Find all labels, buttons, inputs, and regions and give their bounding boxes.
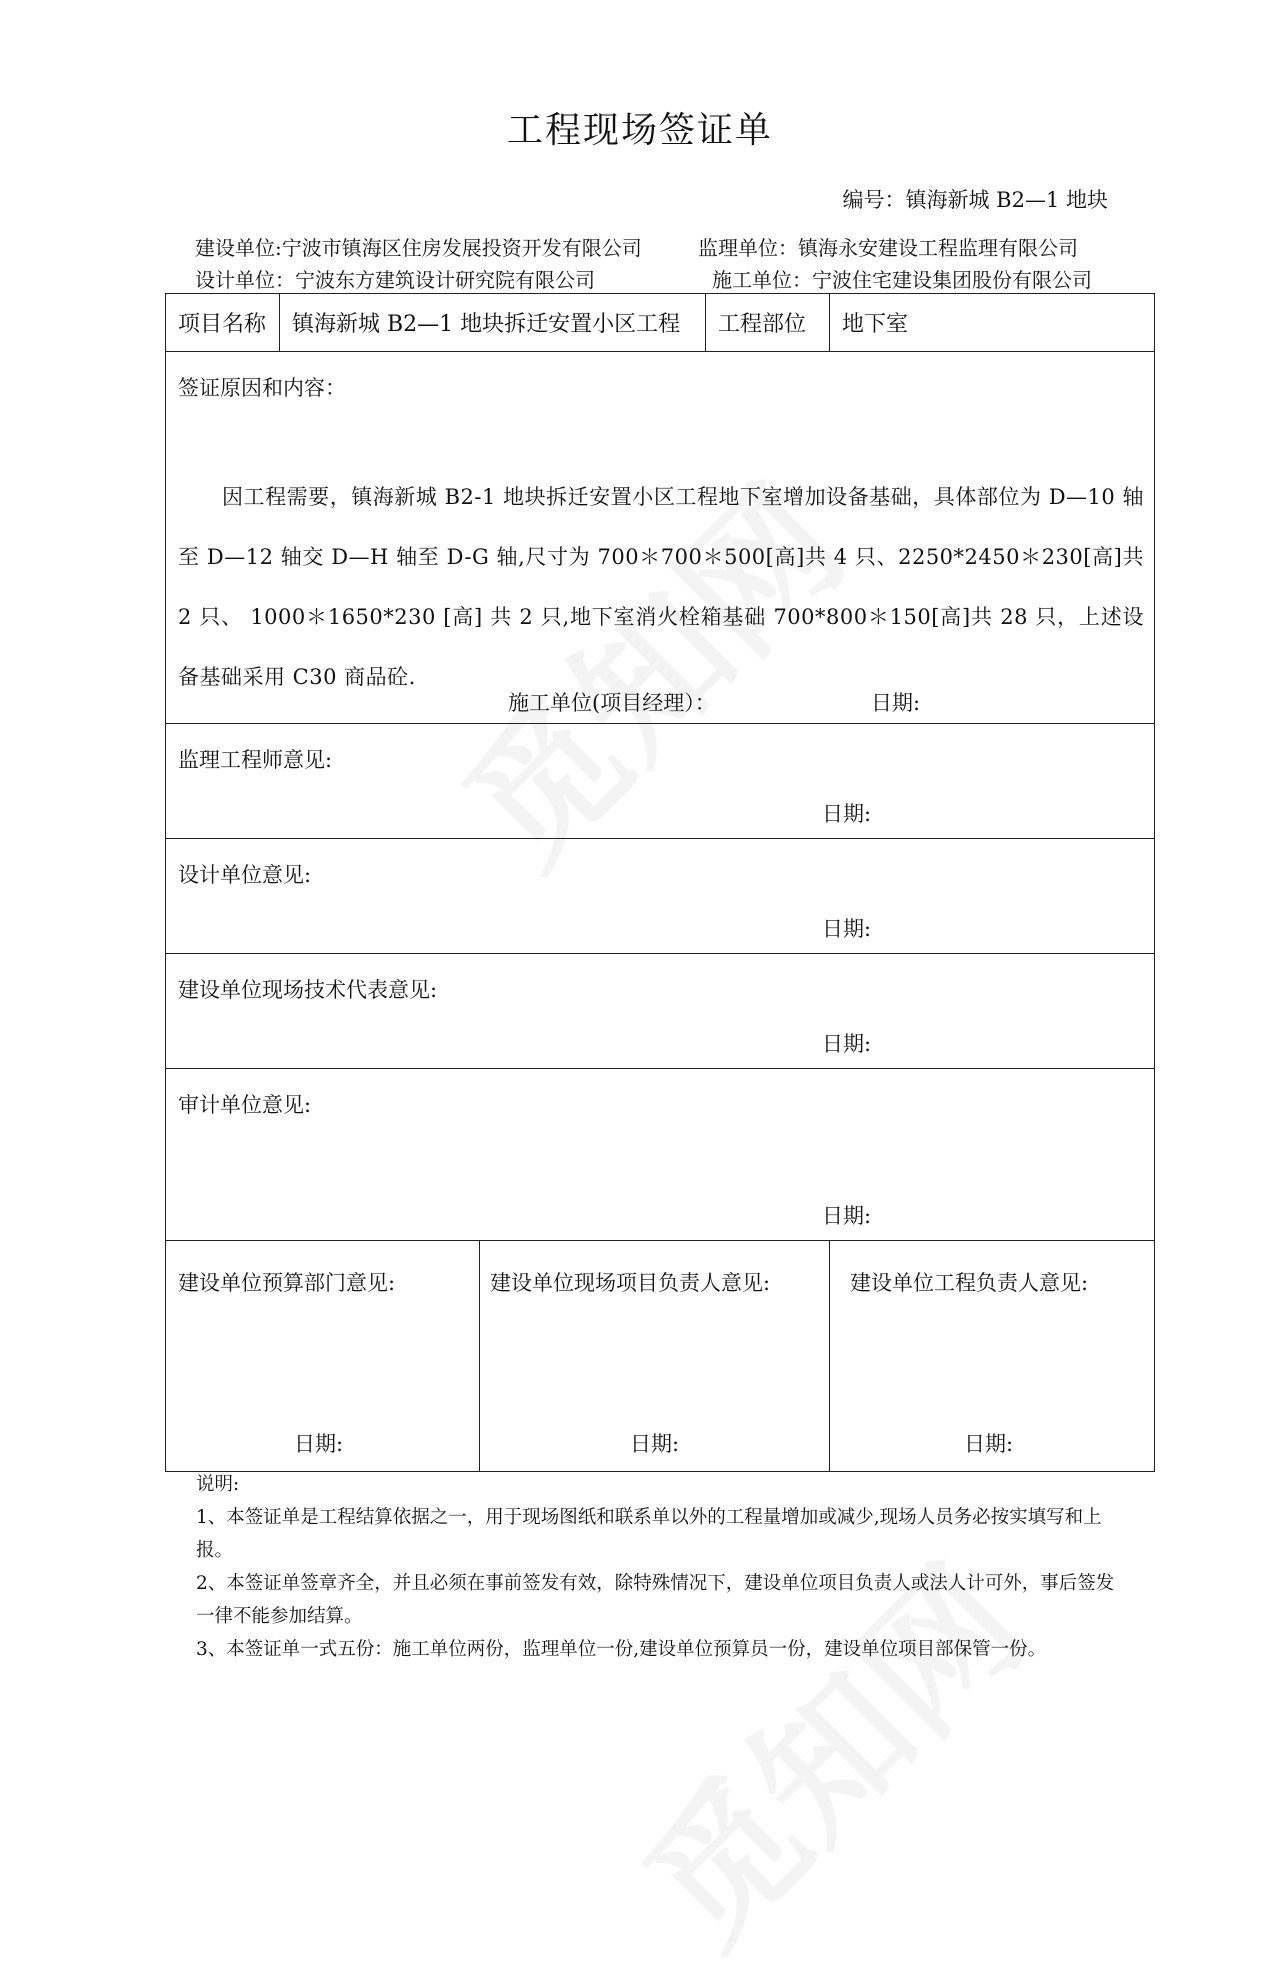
note-item: 2、本签证单签章齐全，并且必须在事前签发有效，除特殊情况下，建设单位项目负责人或法人计可外，事后签发一律不能参加结算。	[196, 1573, 1115, 1627]
contractor-unit: 施工单位：宁波住宅建设集团股份有限公司	[712, 268, 1092, 292]
project-part-label: 工程部位	[706, 294, 830, 351]
engineering-manager-date: 日期:	[964, 1432, 1014, 1456]
site-manager-cell	[480, 1241, 830, 1471]
supervisor-unit: 监理单位：镇海永安建设工程监理有限公司	[698, 236, 1078, 260]
reason-content: 因工程需要，镇海新城 B2-1 地块拆迁安置小区工程地下室增加设备基础，具体部位为 D—10 轴至 D—12 轴交 D—H 轴至 D-G 轴,尺寸为 700＊700＊500[高]共 4 只、2250*2450＊230[高]共 2 只、 1000＊1650*230 [高] 共 2 只,地下室消火栓箱基础 700*800＊150[高]共 28 只，上述设备基础采用 C30 商品砼.	[178, 485, 1144, 689]
supervisor-opinion-label: 监理工程师意见:	[178, 748, 333, 772]
page-title: 工程现场签证单	[506, 110, 773, 151]
project-row	[165, 293, 1155, 352]
contractor-signer-label: 施工单位(项目经理）：	[508, 691, 716, 715]
designer-opinion-label: 设计单位意见:	[178, 863, 312, 887]
owner-rep-opinion-label: 建设单位现场技术代表意见:	[178, 978, 438, 1002]
engineering-manager-label: 建设单位工程负责人意见:	[850, 1271, 1089, 1295]
budget-dept-cell	[166, 1241, 480, 1471]
reason-label: 签证原因和内容：	[178, 376, 346, 400]
bottom-opinions-row	[165, 1241, 1155, 1472]
notes-title: 说明:	[196, 1474, 240, 1495]
owner-rep-date: 日期:	[822, 1032, 872, 1056]
owner-unit: 建设单位:宁波市镇海区住房发展投资开发有限公司	[195, 236, 642, 260]
supervisor-date: 日期:	[822, 802, 872, 826]
visa-form	[165, 293, 1155, 1472]
reason-date: 日期:	[871, 691, 921, 715]
designer-opinion-section	[165, 839, 1155, 954]
reason-section	[165, 352, 1155, 724]
project-part-value: 地下室	[842, 312, 909, 337]
notes	[196, 1468, 1131, 1666]
owner-rep-opinion-section	[165, 954, 1155, 1069]
serial-number: 编号：镇海新城 B2—1 地块	[842, 188, 1108, 212]
budget-dept-label: 建设单位预算部门意见:	[178, 1271, 396, 1295]
note-item: 3、本签证单一式五份：施工单位两份，监理单位一份,建设单位预算员一份，建设单位项目部保管一份。	[196, 1639, 1047, 1660]
note-item: 1、本签证单是工程结算依据之一，用于现场图纸和联系单以外的工程量增加或减少,现场人员务必按实填写和上报。	[196, 1507, 1102, 1561]
budget-dept-date: 日期:	[294, 1432, 344, 1456]
designer-unit: 设计单位：宁波东方建筑设计研究院有限公司	[195, 268, 595, 292]
site-manager-date: 日期:	[630, 1432, 680, 1456]
supervisor-opinion-section	[165, 724, 1155, 839]
audit-opinion-label: 审计单位意见:	[178, 1093, 312, 1117]
audit-opinion-section	[165, 1069, 1155, 1241]
site-manager-label: 建设单位现场项目负责人意见:	[490, 1271, 771, 1295]
engineering-manager-cell	[830, 1241, 1154, 1471]
audit-date: 日期:	[822, 1204, 872, 1228]
project-name-value: 镇海新城 B2—1 地块拆迁安置小区工程	[280, 294, 706, 351]
project-name-label: 项目名称	[166, 294, 280, 351]
designer-date: 日期:	[822, 917, 872, 941]
